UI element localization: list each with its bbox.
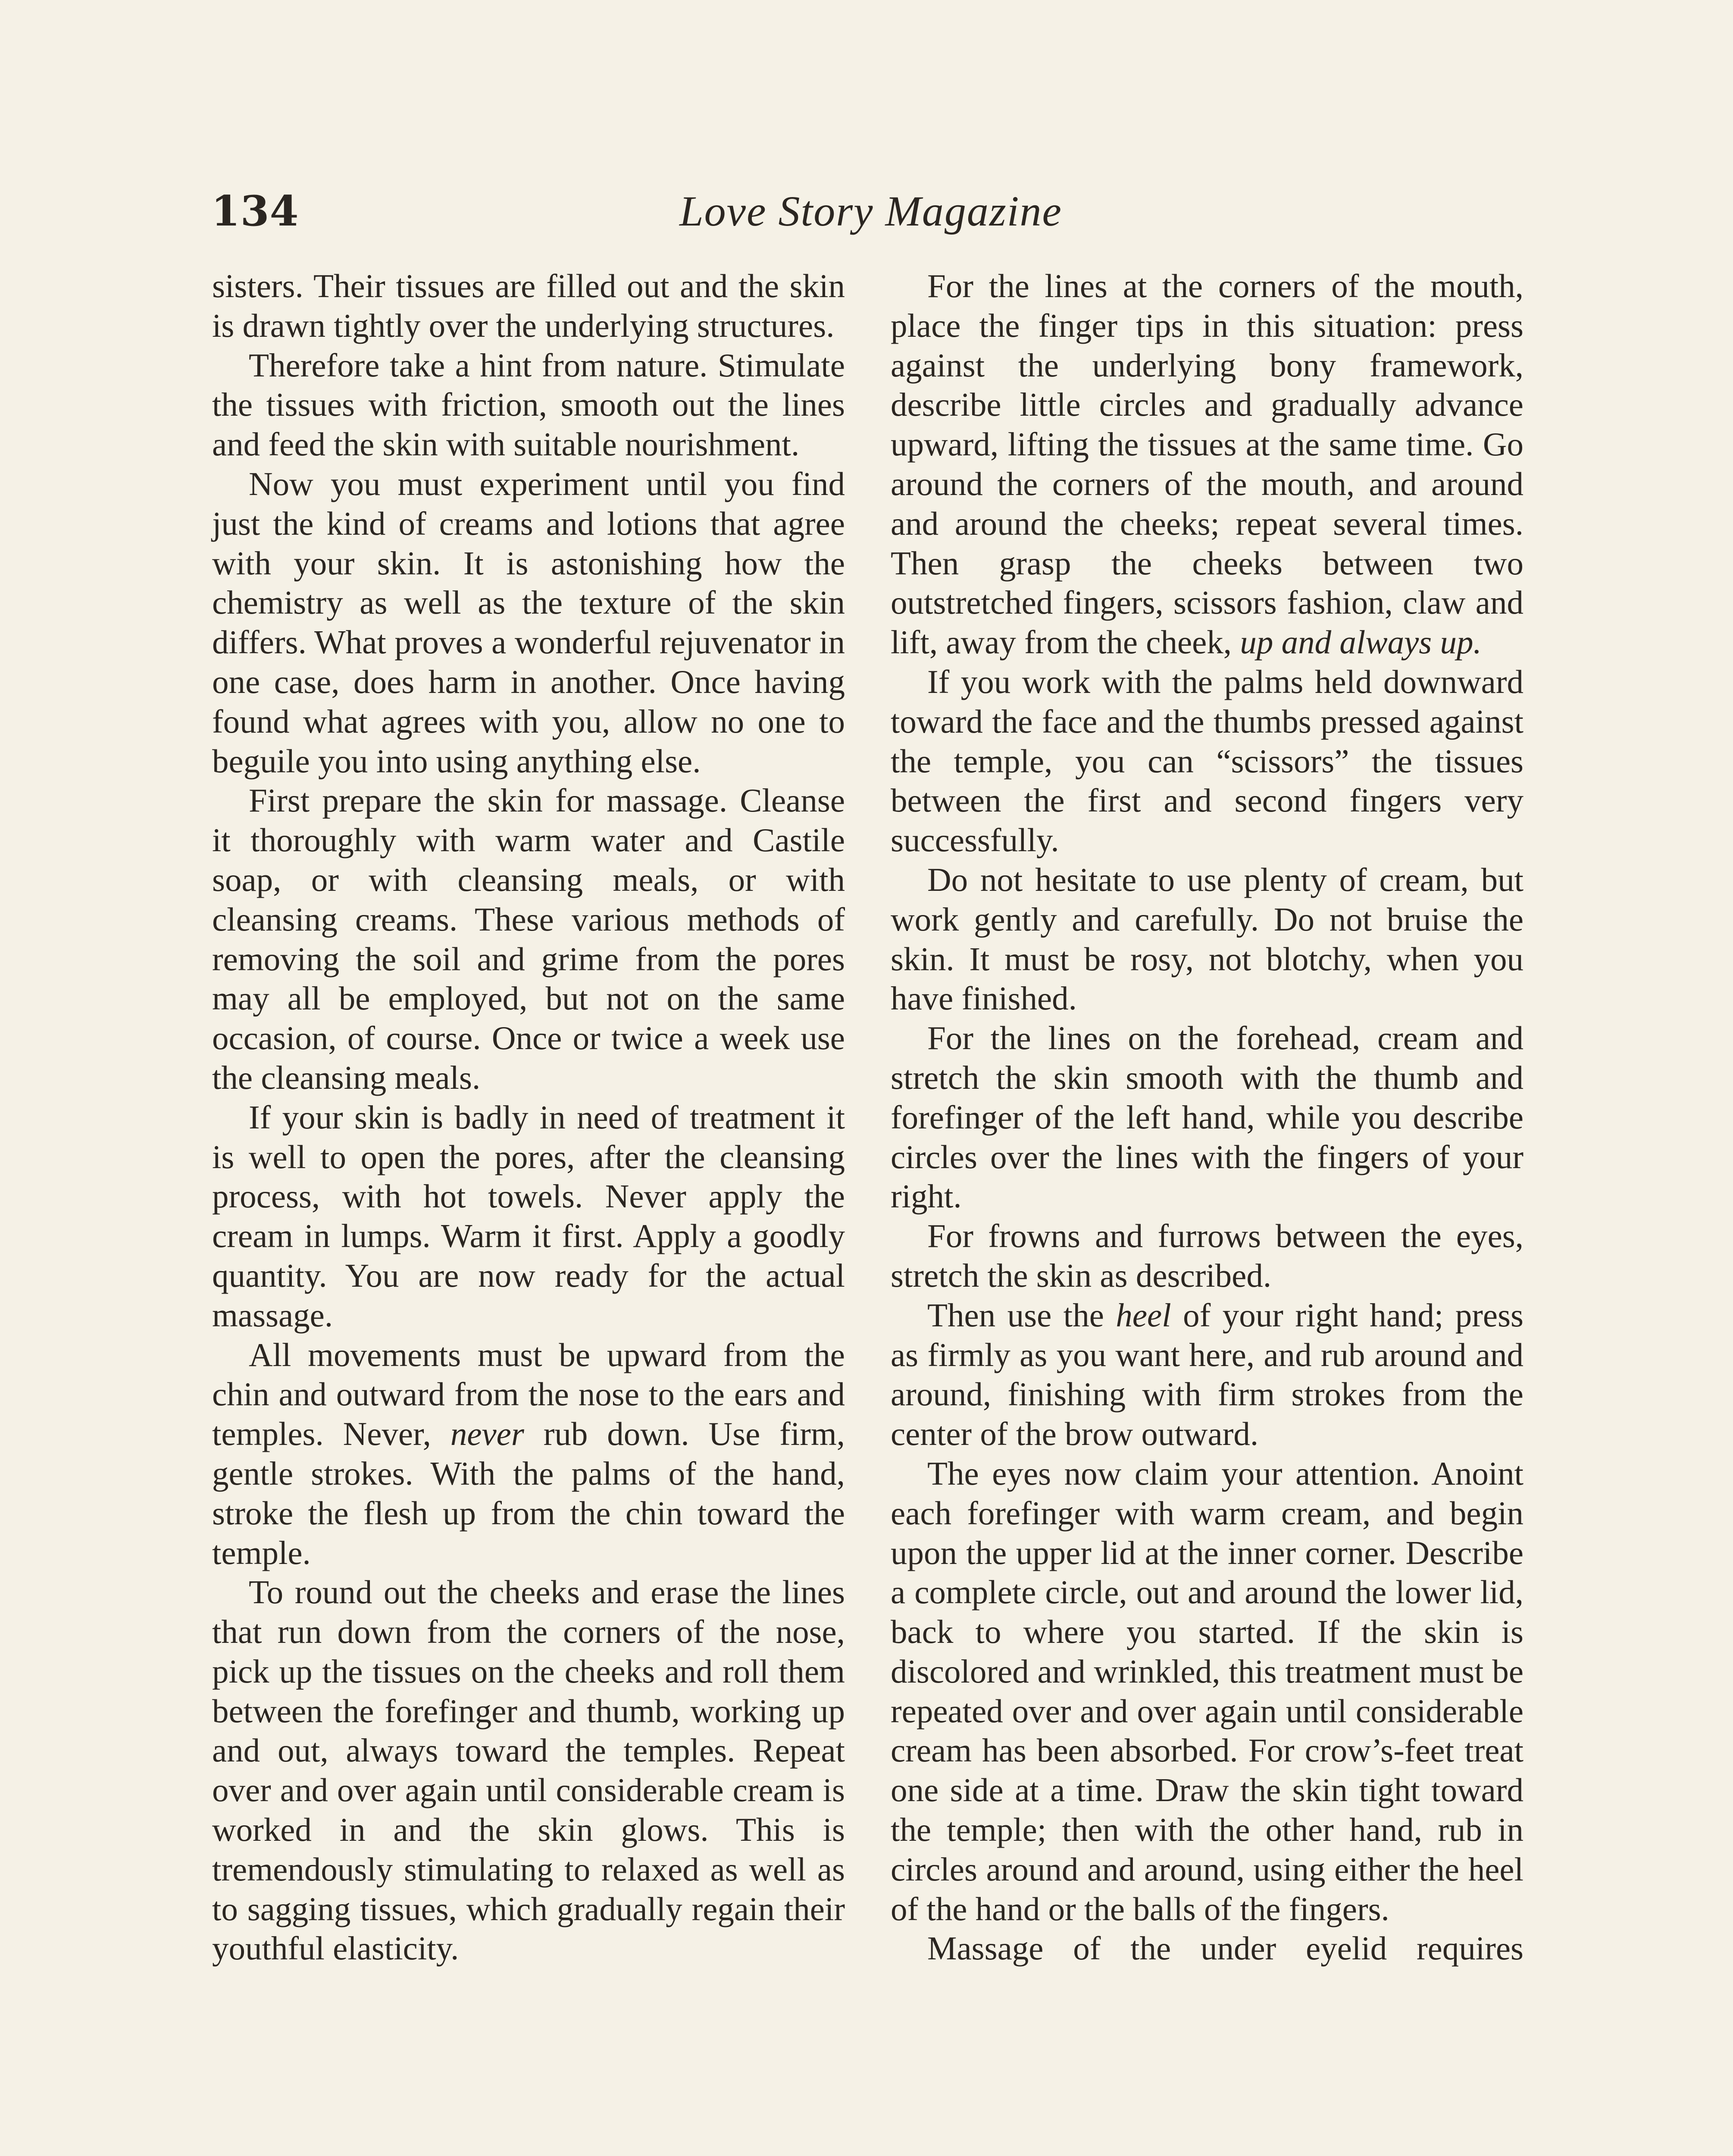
right-column	[891, 266, 1523, 1968]
paragraph: If you work with the palms held downward toward the face and the thumbs pressed against the temple, you can “scissors” the tissues between the first and second fingers very successfully.	[891, 663, 1523, 859]
paragraph-text: rub down. Use firm, gentle strokes. With the palms of the hand, stroke the flesh up from the chin toward the temple.	[212, 1415, 845, 1571]
left-column	[212, 266, 845, 1968]
paragraph: For frowns and furrows between the eyes, stretch the skin as described.	[891, 1217, 1523, 1294]
paragraph: Now you must experiment until you find just the kind of creams and lotions that agree with your skin. It is astonishing how the chemistry as well as the texture of the skin differs. What proves a wonderful rejuvenator in one case, does harm in another. Once having found what agrees with you, allow no one to beguile you into using anything else.	[212, 465, 845, 780]
paragraph	[212, 1335, 845, 1573]
paragraph-text: Then use the	[927, 1296, 1116, 1334]
page-number: 134	[211, 187, 299, 235]
paragraph: First prepare the skin for massage. Cleanse it thoroughly with warm water and Castile soap, or with cleansing meals, or with cleansing creams. These various methods of removing the soil and grime from the pores may all be employed, but not on the same occasion, of course. Once or twice a week use the cleansing meals.	[212, 782, 845, 1096]
paragraph: If your skin is badly in need of treatment it is well to open the pores, after the cleansing process, with hot towels. Never apply the cream in lumps. Warm it first. Apply a goodly quantity. You are now ready for the actual massage.	[212, 1098, 845, 1334]
paragraph: The eyes now claim your attention. Anoint each forefinger with warm cream, and begin upon the upper lid at the inner corner. Describe a complete circle, out and around the lower lid, back to where you started. If the skin is discolored and wrinkled, this treatment must be repeated over and over again until considerable cream has been absorbed. For crow’s-feet treat one side at a time. Draw the skin tight toward the temple; then with the other hand, rub in circles around and around, using either the heel of the hand or the balls of the fingers.	[891, 1454, 1523, 1927]
emphasis: heel	[1116, 1296, 1171, 1334]
paragraph: sisters. Their tissues are filled out and the skin is drawn tightly over the underlying structures.	[212, 267, 845, 344]
emphasis: up and always up.	[1240, 624, 1482, 661]
paragraph-text: of your right hand; press as firmly as you want here, and rub around and around, finishing with firm strokes from the center of the brow outward.	[891, 1296, 1524, 1453]
paragraph-text: All movements must be upward from the chin and outward from the nose to the ears and temples. Never,	[212, 1336, 845, 1453]
paragraph: Therefore take a hint from nature. Stimulate the tissues with friction, smooth out the lines and feed the skin with suitable nourishment.	[212, 346, 845, 463]
paragraph-text: For the lines at the corners of the mouth, place the finger tips in this situation: press against the underlying bony framework, describe little circles and gradually advance upward, lifting the tissues at the same time. Go around the corners of the mouth, and around and around the cheeks; repeat several times. Then grasp the cheeks between two outstretched fingers, scissors fashion, claw and lift, away from the cheek,	[891, 267, 1523, 661]
emphasis: never	[450, 1415, 524, 1453]
paragraph	[891, 266, 1523, 662]
paragraph: To round out the cheeks and erase the lines that run down from the corners of the nose, pick up the tissues on the cheeks and roll them between the forefinger and thumb, working up and out, always toward the temples. Repeat over and over again until considerable cream is worked in and the skin glows. This is tremendously stimulating to relaxed as well as to sagging tissues, which gradually regain their youthful elasticity.	[212, 1573, 845, 1967]
running-head-title: Love Story Magazine	[679, 187, 1062, 235]
paragraph: Massage of the under eyelid requires	[927, 1930, 1523, 1967]
paragraph: For the lines on the forehead, cream and stretch the skin smooth with the thumb and forefinger of the left hand, while you describe circles over the lines with the fingers of your right.	[891, 1019, 1523, 1215]
paragraph: Do not hesitate to use plenty of cream, but work gently and carefully. Do not bruise the skin. It must be rosy, not blotchy, when you have finished.	[891, 861, 1523, 1017]
page-header	[211, 183, 1530, 252]
paragraph	[891, 1296, 1523, 1454]
